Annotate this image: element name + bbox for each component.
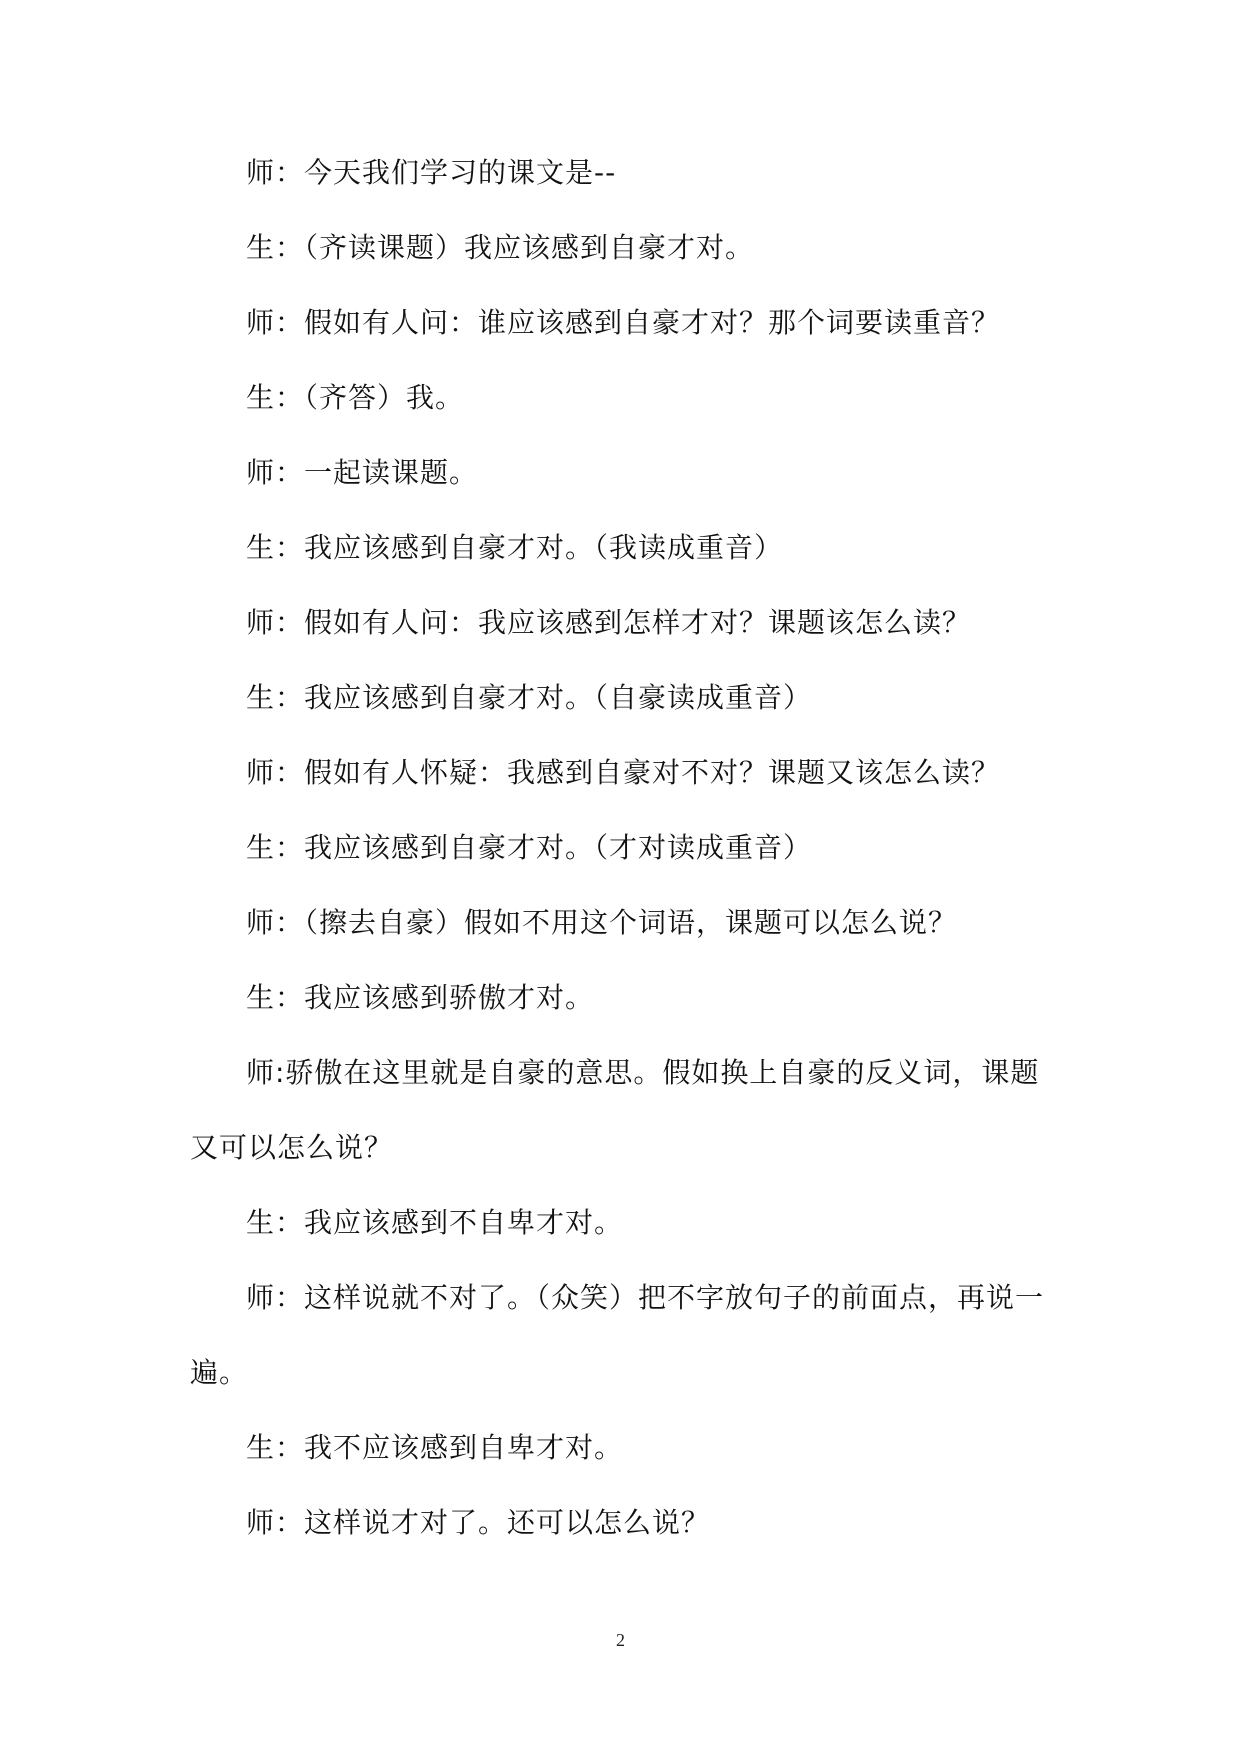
paragraph: 师:骄傲在这里就是自豪的意思。假如换上自豪的反义词，课题又可以怎么说？	[190, 1056, 1040, 1164]
paragraph: 师：假如有人问：我应该感到怎样才对？课题该怎么读？	[246, 606, 972, 639]
paragraph: 生：（齐答）我。	[246, 381, 465, 414]
paragraph: 师：假如有人问：谁应该感到自豪才对？那个词要读重音？	[246, 306, 1001, 339]
paragraph: 生：我应该感到自豪才对。（才对读成重音）	[246, 831, 813, 864]
paragraph: 生：我应该感到不自卑才对。	[246, 1206, 624, 1239]
paragraph: 师：今天我们学习的课文是--	[246, 156, 617, 189]
page-number: 2	[616, 1630, 625, 1650]
paragraph: 生：我应该感到骄傲才对。	[246, 981, 595, 1014]
paragraph: 师：这样说才对了。还可以怎么说？	[246, 1506, 711, 1539]
paragraph: 生：（齐读课题）我应该感到自豪才对。	[246, 231, 755, 264]
paragraph: 师：（擦去自豪）假如不用这个词语，课题可以怎么说？	[246, 906, 958, 939]
paragraph: 师：一起读课题。	[246, 456, 479, 489]
paragraph: 师：假如有人怀疑：我感到自豪对不对？课题又该怎么读？	[246, 756, 1001, 789]
document-body	[190, 135, 1060, 1560]
paragraph: 生：我应该感到自豪才对。（自豪读成重音）	[246, 681, 813, 714]
paragraph: 师：这样说就不对了。（众笑）把不字放句子的前面点，再说一遍。	[190, 1281, 1045, 1389]
paragraph: 生：我不应该感到自卑才对。	[246, 1431, 624, 1464]
paragraph: 生：我应该感到自豪才对。（我读成重音）	[246, 531, 784, 564]
